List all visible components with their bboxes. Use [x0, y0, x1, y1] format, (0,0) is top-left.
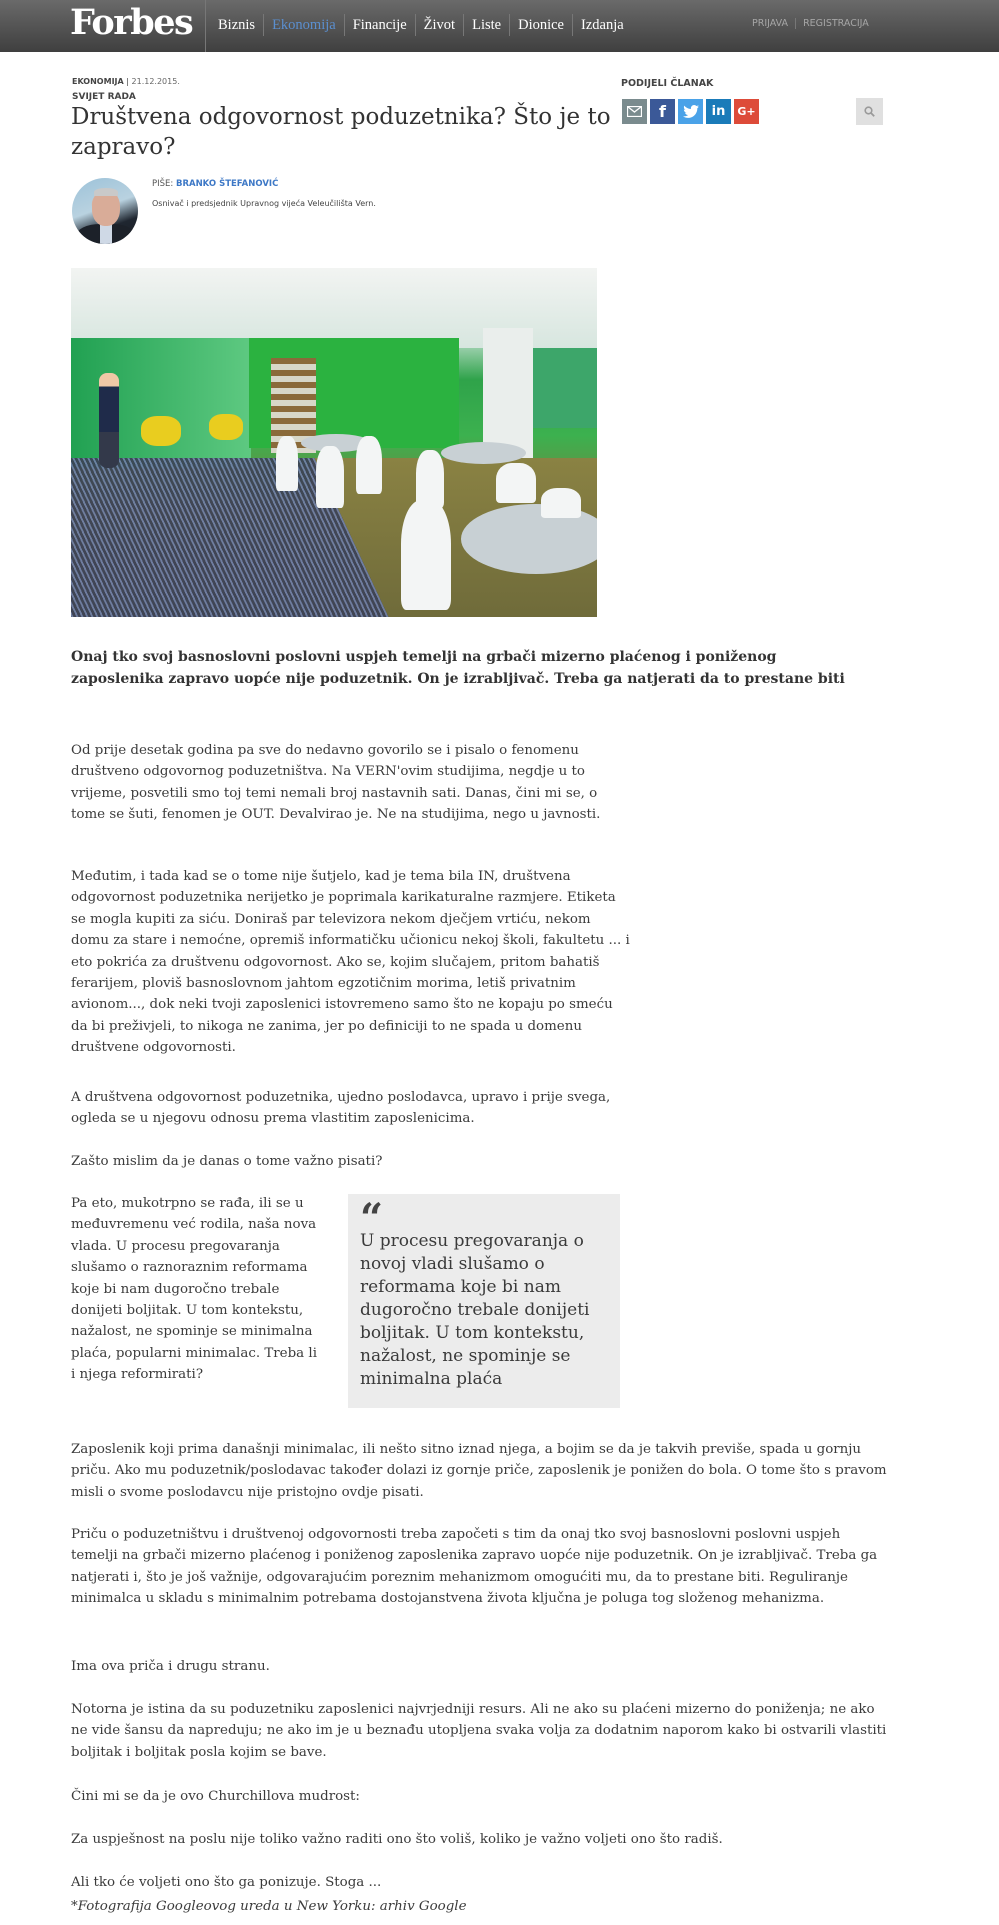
register-link[interactable]: REGISTRACIJA [795, 18, 876, 29]
nav-item-ekonomija[interactable]: Ekonomija [263, 14, 344, 36]
top-navigation-bar [0, 0, 999, 52]
paragraph: A društvena odgovornost poduzetnika, ujedno poslodavca, upravo i prije svega, ogleda se u njegovu odnosu prema vlastitim zaposlenicima. [71, 1090, 611, 1127]
paragraph: Notorna je istina da su poduzetniku zaposlenici najvrjedniji resurs. Ali ne ako su plaćeni mizerno do poniženja; ne ako ne vide šansu da napreduju; ne ako im je u beznađu utopljena svaka volja za dodatnim naporom kako bi ostvarili vlastiti boljitak i boljitak posla kojim se bave. [71, 1702, 887, 1760]
paragraph: Čini mi se da je ovo Churchillova mudrost: [71, 1789, 360, 1804]
search-icon [864, 106, 875, 117]
category-link[interactable]: EKONOMIJA [72, 77, 124, 86]
paragraph: Ali tko će voljeti ono što ga ponizuje. Stoga ... [71, 1875, 382, 1890]
photo-caption: *Fotografija Googleovog ureda u New Yorku: arhiv Google [71, 1899, 467, 1914]
forbes-logo[interactable]: Forbes [70, 2, 193, 43]
linkedin-icon: in [711, 104, 726, 119]
paragraph: Zašto mislim da je danas o tome važno pisati? [71, 1154, 383, 1169]
paragraph: Priču o poduzetništvu i društvenoj odgovornosti treba započeti s tim da onaj tko svoj basnoslovni poslovni uspjeh temelji na grbači mizerno plaćenog i poniženog zaposlenika zapravo uopće nije poduzetnik. On je izrabljivač. Treba ga natjerati i, što je još važnije, odgovarajućim poreznim mehanizmom omogućiti mu, da to prestane biti. Reguliranje minimalca u skladu s minimalnim potrebama dostojanstvena života ključna je poluga tog složenog mehanizma. [71, 1527, 878, 1607]
share-googleplus-button[interactable] [734, 99, 759, 124]
publish-date: 21.12.2015. [131, 77, 180, 86]
nav-item-izdanja[interactable]: Izdanja [572, 14, 632, 36]
article-kicker: SVIJET RADA [72, 92, 136, 102]
share-label: PODIJELI ČLANAK [621, 78, 714, 89]
quote-icon: “ [360, 1195, 384, 1242]
article-title: Društvena odgovornost poduzetnika? Što je to zapravo? [71, 104, 611, 160]
byline-prefix: PIŠE: [152, 179, 174, 189]
share-twitter-button[interactable] [678, 99, 703, 124]
nav-item-dionice[interactable]: Dionice [509, 14, 572, 36]
pull-quote-text: U procesu pregovaranja o novoj vladi slušamo o reformama koje bi nam dugoročno trebale donijeti boljitak. U tom kontekstu, nažalost, ne spominje se minimalna plaća [360, 1231, 590, 1389]
author-link[interactable]: BRANKO ŠTEFANOVIĆ [175, 179, 279, 189]
auth-links [745, 18, 876, 29]
nav-item-financije[interactable]: Financije [344, 14, 415, 36]
nav-item-biznis[interactable]: Biznis [218, 17, 256, 33]
share-email-button[interactable] [622, 99, 647, 124]
envelope-icon [627, 106, 642, 117]
share-buttons [622, 99, 759, 124]
nav-item-liste[interactable]: Liste [463, 14, 509, 36]
pull-quote [348, 1194, 620, 1408]
byline [152, 179, 278, 189]
share-linkedin-button[interactable] [706, 99, 731, 124]
article-meta [72, 77, 180, 86]
author-bio: Osnivač i predsjednik Upravnog vijeća Veleučilišta Vern. [152, 199, 376, 208]
paragraph: Od prije desetak godina pa sve do nedavno govorilo se i pisalo o fenomenu društveno odgovornog poduzetništva. Na VERN'ovim studijima, negdje u to vrijeme, posvetili smo toj temi nemali broj nastavnih sati. Danas, čini mi se, o tome se šuti, fenomen je OUT. Devalvirao je. Ne na studijima, nego u javnosti. [71, 743, 601, 823]
paragraph: Za uspješnost na poslu nije toliko važno raditi ono što voliš, koliko je važno voljeti ono što radiš. [71, 1832, 723, 1847]
nav-item-zivot[interactable]: Život [415, 14, 463, 36]
logo-divider [205, 0, 206, 52]
search-button[interactable] [856, 98, 883, 125]
hero-image [71, 268, 597, 617]
paragraph: Zaposlenik koji prima današnji minimalac, ili nešto sitno iznad njega, a bojim se da je takvih previše, spada u gornju priču. Ako mu poduzetnik/poslodavac također dolazi iz gornje priče, zaposlenik je ponižen do bola. O tome što s pravom misli o svome poslodavcu nije pristojno ovdje pisati. [71, 1442, 887, 1500]
paragraph: Ima ova priča i drugu stranu. [71, 1659, 270, 1674]
facebook-icon: f [659, 102, 666, 121]
paragraph: Pa eto, mukotrpno se rađa, ili se u međuvremenu već rodila, naša nova vlada. U procesu pregovaranja slušamo o raznoraznim reformama koje bi nam dugoročno trebale donijeti boljitak. U tom kontekstu, nažalost, ne spominje se minimalna plaća, popularni minimalac. Treba li i njega reformirati? [71, 1196, 317, 1383]
paragraph: Međutim, i tada kad se o tome nije šutjelo, kad je tema bila IN, društvena odgovornost poduzetnika nerijetko je poprimala karikaturalne razmjere. Etiketa se mogla kupiti za siću. Doniraš par televizora nekom dječjem vrtiću, nekom domu za stare i nemoćne, opremiš informatičku učionicu nekoj školi, fakultetu ... i eto pokrića za društvenu odgovornost. Ako se, kojim slučajem, pritom bahatiš ferarijem, ploviš basnoslovnom jahtom egzotičnim morima, letiš privatnim avionom..., dok neki tvoji zaposlenici istovremeno samo što ne kopaju po smeću da bi preživjeli, to nikoga ne zanima, jer po definiciji to ne spada u domenu društvene odgovornosti. [71, 869, 630, 1056]
article-lead: Onaj tko svoj basnoslovni poslovni uspjeh temelji na grbači mizerno plaćenog i poniženog zaposlenika zapravo uopće nije poduzetnik. On je izrabljivač. Treba ga natjerati da to prestane biti [71, 649, 845, 687]
author-avatar[interactable] [72, 178, 138, 244]
login-link[interactable]: PRIJAVA [752, 18, 789, 29]
meta-separator: | [126, 77, 132, 86]
main-nav [210, 14, 632, 36]
share-facebook-button[interactable] [650, 99, 675, 124]
twitter-icon [683, 105, 699, 118]
googleplus-icon: G+ [737, 105, 756, 118]
